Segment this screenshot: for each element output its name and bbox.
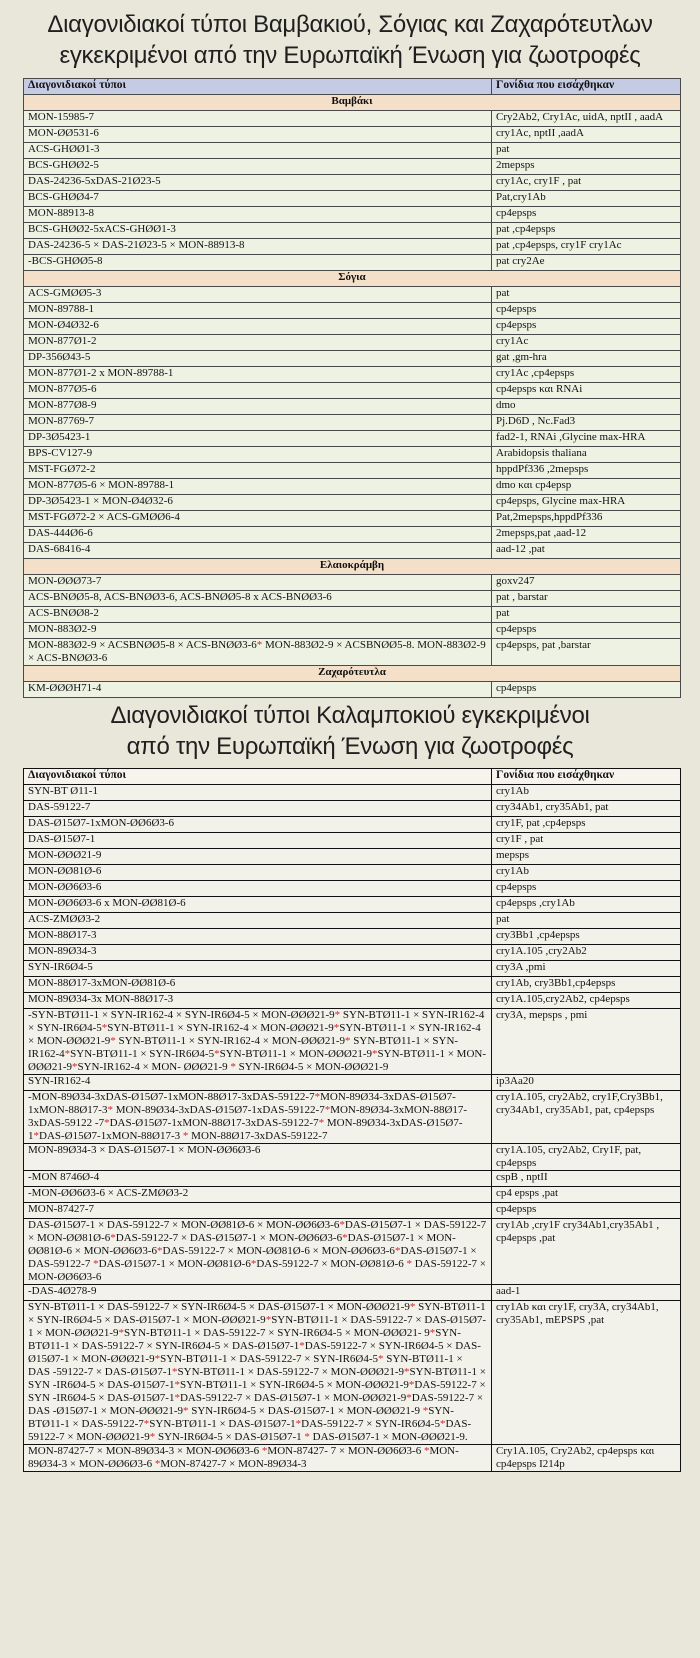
separator-asterisk: * <box>72 1061 78 1073</box>
genes-cell: 2mepsps <box>492 159 681 175</box>
table-row <box>24 591 681 607</box>
table-row <box>24 495 681 511</box>
event-cell: MST-FGØ72-2 <box>24 463 492 479</box>
title-soy-cotton-beet <box>0 0 700 78</box>
event-cell: MON-883Ø2-9 <box>24 623 492 639</box>
event-cell: MON-883Ø2-9 × ACSBNØØ5-8 × ACS-BNØØ3-6* MON-883Ø2-9 × ACSBNØØ5-8. MON-883Ø2-9 × ACS-BNØØ3-6 <box>24 639 492 666</box>
genes-cell: pat cry2Ae <box>492 255 681 271</box>
table-row <box>24 575 681 591</box>
genes-cell: pat , barstar <box>492 591 681 607</box>
separator-asterisk: * <box>183 1405 189 1417</box>
event-cell: BCS-GHØØ2-5 <box>24 159 492 175</box>
event-cell: MON-ØØ81Ø-6 <box>24 865 492 881</box>
table-row <box>24 383 681 399</box>
event-cell: SYN-IR162-4 <box>24 1075 492 1091</box>
event-cell: MON-ØØØ73-7 <box>24 575 492 591</box>
table-row <box>24 351 681 367</box>
event-cell: ACS-GMØØ5-3 <box>24 287 492 303</box>
table-row <box>24 463 681 479</box>
table-row <box>24 207 681 223</box>
separator-asterisk: * <box>314 1091 321 1103</box>
table-row <box>24 287 681 303</box>
genes-cell: cp4epsps <box>492 303 681 319</box>
table-row <box>24 111 681 127</box>
separator-asterisk: * <box>439 1418 446 1430</box>
genes-cell: dmo και cp4epsp <box>492 479 681 495</box>
genes-cell: cry1Ac ,cp4epsps <box>492 367 681 383</box>
genes-cell: Arabidopsis thaliana <box>492 447 681 463</box>
event-cell: ACS-GHØØ1-3 <box>24 143 492 159</box>
table-row <box>24 639 681 666</box>
genes-cell: 2mepsps,pat ,aad-12 <box>492 527 681 543</box>
separator-asterisk: * <box>214 1048 220 1060</box>
separator-asterisk: * <box>250 1258 257 1270</box>
genes-cell: cp4epsps, pat ,barstar <box>492 639 681 666</box>
table-row <box>24 1203 681 1219</box>
genes-cell: cp4epsps και RNAi <box>492 383 681 399</box>
separator-asterisk: * <box>33 1130 39 1142</box>
event-cell: DAS-59122-7 <box>24 801 492 817</box>
genes-cell: cry1Ab και cry1F, cry3A, cry34Ab1, cry35Ab1, mEPSPS ,pat <box>492 1301 681 1445</box>
genes-cell: cry1Ac <box>492 335 681 351</box>
table-header-row <box>24 769 681 785</box>
event-cell: MON-88913-8 <box>24 207 492 223</box>
separator-asterisk: * <box>143 1418 150 1430</box>
table-row <box>24 335 681 351</box>
separator-asterisk: * <box>154 1353 161 1365</box>
separator-asterisk: * <box>118 1327 125 1339</box>
table-body <box>24 785 681 1472</box>
event-cell: MON-89788-1 <box>24 303 492 319</box>
separator-asterisk: * <box>154 1458 161 1470</box>
table-row <box>24 849 681 865</box>
separator-asterisk: * <box>333 1022 340 1034</box>
table-row <box>24 1171 681 1187</box>
table-row <box>24 817 681 833</box>
table-row <box>24 785 681 801</box>
genes-cell: cry1Ab ,cry1F cry34Ab1,cry35Ab1 , cp4epsps ,pat <box>492 1219 681 1285</box>
separator-asterisk: * <box>345 1035 351 1047</box>
separator-asterisk: * <box>422 1405 429 1417</box>
separator-asterisk: * <box>372 1048 378 1060</box>
separator-asterisk: * <box>334 1009 341 1021</box>
genes-cell: cry1A.105, cry2Ab2, Cry1F, pat, cp4epsps <box>492 1144 681 1171</box>
event-cell: -SYN-BTØ11-1 × SYN-IR162-4 × SYN-IR6Ø4-5 × MON-ØØØ21-9* SYN-BTØ11-1 × SYN-IR162-4 × SYN-IR6Ø4-5*SYN-BTØ11-1 × SYN-IR162-4 × MON-ØØØ21-9*SYN-BTØ11-1 × SYN-IR162-4 × MON-ØØØ21-9* SYN-BTØ11-1 × SYN-IR162-4 × MON-ØØØ21-9* SYN-BTØ11-1 × SYN-IR162-4*SYN-BTØ11-1 × SYN-IR6Ø4-5*SYN-BTØ11-1 × MON-ØØØ21-9*SYN-BTØ11-1 × MON-ØØØ21-9*SYN-IR162-4 × MON- ØØØ21-9 * SYN-IR6Ø4-5 × MON-ØØØ21-9 <box>24 1009 492 1075</box>
table-row <box>24 527 681 543</box>
event-cell: MON-ØØ6Ø3-6 x MON-ØØ81Ø-6 <box>24 897 492 913</box>
table-row <box>24 993 681 1009</box>
separator-asterisk: * <box>149 1431 156 1443</box>
genes-cell: cry3A, mepsps , pmi <box>492 1009 681 1075</box>
event-cell: DAS-Ø15Ø7-1xMON-ØØ6Ø3-6 <box>24 817 492 833</box>
event-cell: DP-356Ø43-5 <box>24 351 492 367</box>
genes-cell: pat <box>492 143 681 159</box>
table-row <box>24 623 681 639</box>
genes-cell: cp4 epsps ,pat <box>492 1187 681 1203</box>
separator-asterisk: * <box>304 1431 310 1443</box>
event-cell: MON-877Ø5-6 × MON-89788-1 <box>24 479 492 495</box>
genes-cell: cry1F, pat ,cp4epsps <box>492 817 681 833</box>
separator-asterisk: * <box>339 1219 345 1231</box>
section-row <box>24 666 681 682</box>
table-row <box>24 191 681 207</box>
table-row <box>24 833 681 849</box>
event-cell: MON-877Ø5-6 <box>24 383 492 399</box>
title-line-2: από την Ευρωπαϊκή Ένωση για ζωοτροφές <box>126 733 574 760</box>
genes-cell: cry1A.105 ,cry2Ab2 <box>492 945 681 961</box>
genes-cell: ip3Aa20 <box>492 1075 681 1091</box>
event-cell: MST-FGØ72-2 × ACS-GMØØ6-4 <box>24 511 492 527</box>
table-row <box>24 865 681 881</box>
table-row <box>24 143 681 159</box>
separator-asterisk: * <box>64 1048 71 1060</box>
table-row <box>24 607 681 623</box>
genes-cell: cry1F , pat <box>492 833 681 849</box>
table-row <box>24 1091 681 1144</box>
event-cell: DAS-68416-4 <box>24 543 492 559</box>
table-row <box>24 367 681 383</box>
event-cell: BCS-GHØØ2-5xACS-GHØØ1-3 <box>24 223 492 239</box>
event-cell: SYN-BT Ø11-1 <box>24 785 492 801</box>
event-cell: DAS-24236-5 × DAS-21Ø23-5 × MON-88913-8 <box>24 239 492 255</box>
event-cell: DAS-Ø15Ø7-1 <box>24 833 492 849</box>
event-cell: MON-88Ø17-3xMON-ØØ81Ø-6 <box>24 977 492 993</box>
separator-asterisk: * <box>110 1035 116 1047</box>
event-cell: SYN-IR6Ø4-5 <box>24 961 492 977</box>
genes-cell: dmo <box>492 399 681 415</box>
separator-asterisk: * <box>342 1232 348 1244</box>
separator-asterisk: * <box>406 1258 412 1270</box>
separator-asterisk: * <box>394 1245 401 1257</box>
table-cotton-soy-rape-beet <box>23 78 681 698</box>
separator-asterisk: * <box>423 1445 430 1457</box>
genes-cell: cp4epsps <box>492 881 681 897</box>
event-cell: MON-877Ø8-9 <box>24 399 492 415</box>
event-cell: ACS-BNØØ8-2 <box>24 607 492 623</box>
event-cell: BCS-GHØØ4-7 <box>24 191 492 207</box>
table-row <box>24 881 681 897</box>
separator-asterisk: * <box>324 1104 331 1116</box>
title-maize <box>0 698 700 768</box>
genes-cell: cp4epsps ,cry1Ab <box>492 897 681 913</box>
genes-cell: Pat,2mepsps,hppdPf336 <box>492 511 681 527</box>
genes-cell: fad2-1, RNAi ,Glycine max-HRA <box>492 431 681 447</box>
genes-cell: cry3A ,pmi <box>492 961 681 977</box>
separator-asterisk: * <box>404 1366 410 1378</box>
table-row <box>24 961 681 977</box>
separator-asterisk: * <box>107 1104 113 1116</box>
event-cell: MON-877Ø1-2 x MON-89788-1 <box>24 367 492 383</box>
header-genes: Γονίδια που εισάχθηκαν <box>492 769 681 785</box>
genes-cell: aad-1 <box>492 1285 681 1301</box>
separator-asterisk: * <box>157 1245 163 1257</box>
genes-cell: cry1Ac, cry1F , pat <box>492 175 681 191</box>
separator-asterisk: * <box>104 1117 110 1129</box>
table-row <box>24 175 681 191</box>
section-title: Ζαχαρότευτλα <box>24 666 681 682</box>
table-row <box>24 431 681 447</box>
table-row <box>24 682 681 698</box>
section-row <box>24 95 681 111</box>
genes-cell: aad-12 ,pat <box>492 543 681 559</box>
title-line-1: Διαγονιδιακοί τύποι Καλαμποκιού εγκεκριμένοι <box>110 702 590 729</box>
separator-asterisk: * <box>101 1022 108 1034</box>
table-header-row <box>24 79 681 95</box>
genes-cell: cry1Ab, cry3Bb1,cp4epsps <box>492 977 681 993</box>
genes-cell: mepsps <box>492 849 681 865</box>
separator-asterisk: * <box>261 1445 268 1457</box>
event-cell: -BCS-GHØØ5-8 <box>24 255 492 271</box>
header-genes: Γονίδια που εισάχθηκαν <box>492 79 681 95</box>
event-cell: MON-87427-7 <box>24 1203 492 1219</box>
table-row <box>24 127 681 143</box>
title-line-2: εγκεκριμένοι από την Ευρωπαϊκή Ένωση για ζωοτροφές <box>59 42 641 69</box>
event-cell: ACS-BNØØ5-8, ACS-BNØØ3-6, ACS-BNØØ5-8 x ACS-BNØØ3-6 <box>24 591 492 607</box>
event-cell: MON-877Ø1-2 <box>24 335 492 351</box>
table-row <box>24 511 681 527</box>
section-row <box>24 559 681 575</box>
separator-asterisk: * <box>429 1327 436 1339</box>
event-cell: MON-15985-7 <box>24 111 492 127</box>
genes-cell: cspB , nptII <box>492 1171 681 1187</box>
event-cell: MON-89Ø34-3 × DAS-Ø15Ø7-1 × MON-ØØ6Ø3-6 <box>24 1144 492 1171</box>
genes-cell: Cry1A.105, Cry2Ab2, cp4epsps και cp4epsps I214p <box>492 1445 681 1472</box>
section-title: Βαμβάκι <box>24 95 681 111</box>
table-maize <box>23 768 681 1472</box>
table-body <box>24 95 681 698</box>
table-row <box>24 1301 681 1445</box>
separator-asterisk: * <box>174 1379 180 1391</box>
event-cell: -DAS-4Ø278-9 <box>24 1285 492 1301</box>
section-title: Ελαιοκράμβη <box>24 559 681 575</box>
table-row <box>24 239 681 255</box>
separator-asterisk: * <box>265 1314 272 1326</box>
genes-cell: Pat,cry1Ab <box>492 191 681 207</box>
table-row <box>24 399 681 415</box>
table-row <box>24 415 681 431</box>
event-cell: BPS-CV127-9 <box>24 447 492 463</box>
table-row <box>24 303 681 319</box>
event-cell: MON-87427-7 × MON-89Ø34-3 × MON-ØØ6Ø3-6 *MON-87427- 7 × MON-ØØ6Ø3-6 *MON-89Ø34-3 × MON-ØØ6Ø3-6 *MON-87427-7 × MON-89Ø34-3 <box>24 1445 492 1472</box>
separator-asterisk: * <box>409 1301 416 1313</box>
table-row <box>24 897 681 913</box>
genes-cell: cry3Bb1 ,cp4epsps <box>492 929 681 945</box>
genes-cell: cp4epsps <box>492 623 681 639</box>
table-row <box>24 945 681 961</box>
event-cell: MON-89Ø34-3x MON-88Ø17-3 <box>24 993 492 1009</box>
event-cell: MON-88Ø17-3 <box>24 929 492 945</box>
table-row <box>24 1075 681 1091</box>
genes-cell: cp4epsps, Glycine max-HRA <box>492 495 681 511</box>
separator-asterisk: * <box>174 1392 180 1404</box>
event-cell: KM-ØØØH71-4 <box>24 682 492 698</box>
table-row <box>24 159 681 175</box>
table-row <box>24 801 681 817</box>
event-cell: MON-87769-7 <box>24 415 492 431</box>
genes-cell: cry1Ab <box>492 865 681 881</box>
genes-cell: pat ,cp4epsps, cry1F cry1Ac <box>492 239 681 255</box>
event-cell: MON-ØØØ21-9 <box>24 849 492 865</box>
genes-cell: pat <box>492 913 681 929</box>
separator-asterisk: * <box>299 1340 305 1352</box>
genes-cell: Pj.D6D , Nc.Fad3 <box>492 415 681 431</box>
genes-cell: cry1Ac, nptII ,aadA <box>492 127 681 143</box>
genes-cell: pat ,cp4epsps <box>492 223 681 239</box>
separator-asterisk: * <box>110 1232 116 1244</box>
separator-asterisk: * <box>318 1117 325 1129</box>
table-row <box>24 913 681 929</box>
section-title: Σόγια <box>24 271 681 287</box>
title-line-1: Διαγονιδιακοί τύποι Βαμβακιού, Σόγιας και Ζαχαρότευτλων <box>47 11 653 38</box>
event-cell: DP-3Ø5423-1 <box>24 431 492 447</box>
separator-asterisk: * <box>256 639 263 651</box>
genes-cell: cry1A.105, cry2Ab2, cry1F,Cry3Bb1, cry34Ab1, cry35Ab1, pat, cp4epsps <box>492 1091 681 1144</box>
event-cell: MON-ØØ531-6 <box>24 127 492 143</box>
event-cell: MON-ØØ6Ø3-6 <box>24 881 492 897</box>
event-cell: DAS-24236-5xDAS-21Ø23-5 <box>24 175 492 191</box>
genes-cell: cry1Ab <box>492 785 681 801</box>
event-cell: -MON-ØØ6Ø3-6 × ACS-ZMØØ3-2 <box>24 1187 492 1203</box>
separator-asterisk: * <box>230 1061 236 1073</box>
genes-cell: Cry2Ab2, Cry1Ac, uidA, nptII , aadA <box>492 111 681 127</box>
genes-cell: pat <box>492 607 681 623</box>
table-row <box>24 977 681 993</box>
separator-asterisk: * <box>93 1258 99 1270</box>
separator-asterisk: * <box>172 1366 178 1378</box>
event-cell: DAS-Ø15Ø7-1 × DAS-59122-7 × MON-ØØ81Ø-6 × MON-ØØ6Ø3-6*DAS-Ø15Ø7-1 × DAS-59122-7 × MON-ØØ81Ø-6*DAS-59122-7 × DAS-Ø15Ø7-1 × MON-ØØ6Ø3-6*DAS-Ø15Ø7-1 × MON-ØØ81Ø-6 × MON-ØØ6Ø3-6*DAS-59122-7 × MON-ØØ81Ø-6 × MON-ØØ6Ø3-6*DAS-Ø15Ø7-1 × DAS-59122-7 *DAS-Ø15Ø7-1 × MON-ØØ81Ø-6*DAS-59122-7 × MON-ØØ81Ø-6 * DAS-59122-7 × MON-ØØ6Ø3-6 <box>24 1219 492 1285</box>
genes-cell: gat ,gm-hra <box>492 351 681 367</box>
separator-asterisk: * <box>378 1353 384 1365</box>
event-cell: ACS-ZMØØ3-2 <box>24 913 492 929</box>
table-row <box>24 447 681 463</box>
event-cell: DAS-444Ø6-6 <box>24 527 492 543</box>
section-row <box>24 271 681 287</box>
table-row <box>24 543 681 559</box>
genes-cell: cp4epsps <box>492 1203 681 1219</box>
genes-cell: goxv247 <box>492 575 681 591</box>
table-row <box>24 929 681 945</box>
genes-cell: cp4epsps <box>492 207 681 223</box>
event-cell: -MON 8746Ø-4 <box>24 1171 492 1187</box>
genes-cell: cry1A.105,cry2Ab2, cp4epsps <box>492 993 681 1009</box>
separator-asterisk: * <box>406 1392 412 1404</box>
header-types: Διαγονιδιακοί τύποι <box>24 769 492 785</box>
genes-cell: hppdPf336 ,2mepsps <box>492 463 681 479</box>
separator-asterisk: * <box>408 1379 415 1391</box>
table-row <box>24 1285 681 1301</box>
genes-cell: cry34Ab1, cry35Ab1, pat <box>492 801 681 817</box>
table-row <box>24 255 681 271</box>
separator-asterisk: * <box>182 1130 189 1142</box>
event-cell: -MON-89Ø34-3xDAS-Ø15Ø7-1xMON-88Ø17-3xDAS-59122-7*MON-89Ø34-3xDAS-Ø15Ø7-1xMON-88Ø17-3* MON-89Ø34-3xDAS-Ø15Ø7-1xDAS-59122-7*MON-89Ø34-3xMON-88Ø17-3xDAS-59122 -7*DAS-Ø15Ø7-1xMON-88Ø17-3xDAS-59122-7* MON-89Ø34-3xDAS-Ø15Ø7-1*DAS-Ø15Ø7-1xMON-88Ø17-3 * MON-88Ø17-3xDAS-59122-7 <box>24 1091 492 1144</box>
table-row <box>24 223 681 239</box>
header-types: Διαγονιδιακοί τύποι <box>24 79 492 95</box>
genes-cell: cp4epsps <box>492 682 681 698</box>
genes-cell: cp4epsps <box>492 319 681 335</box>
table-row <box>24 319 681 335</box>
event-cell: MON-89Ø34-3 <box>24 945 492 961</box>
event-cell: SYN-BTØ11-1 × DAS-59122-7 × SYN-IR6Ø4-5 × DAS-Ø15Ø7-1 × MON-ØØØ21-9* SYN-BTØ11-1 × SYN-IR6Ø4-5 × DAS-Ø15Ø7-1 × MON-ØØØ21-9*SYN-BTØ11-1 × DAS-59122-7 × DAS-Ø15Ø7-1 × MON-ØØØ21-9*SYN-BTØ11-1 × DAS-59122-7 × SYN-IR6Ø4-5 × MON-ØØØ21- 9*SYN-BTØ11-1 × DAS-59122-7 × SYN-IR6Ø4-5 × DAS-Ø15Ø7-1*DAS-59122-7 × SYN-IR6Ø4-5 × DAS-Ø15Ø7-1 × MON-ØØØ21-9*SYN-BTØ11-1 × DAS-59122-7 × SYN-IR6Ø4-5* SYN-BTØ11-1 × DAS -59122-7 × DAS-Ø15Ø7-1*SYN-BTØ11-1 × DAS-59122-7 × MON-ØØØ21-9*SYN-BTØ11-1 × SYN -IR6Ø4-5 × DAS-Ø15Ø7-1*SYN-BTØ11-1 × SYN-IR6Ø4-5 × MON-ØØØ21-9*DAS-59122-7 × SYN -IR6Ø4-5 × DAS-Ø15Ø7-1*DAS-59122-7 × DAS-Ø15Ø7-1 × MON-ØØØ21-9*DAS-59122-7 × DAS -Ø15Ø7-1 × MON-ØØØ21-9* SYN-IR6Ø4-5 × DAS-Ø15Ø7-1 × MON-ØØØ21-9 *SYN-BTØ11-1 × DAS-59122-7*SYN-BTØ11-1 × DAS-Ø15Ø7-1*DAS-59122-7 × SYN-IR6Ø4-5*DAS-59122-7 × MON-ØØØ21-9* SYN-IR6Ø4-5 × DAS-Ø15Ø7-1 * DAS-Ø15Ø7-1 × MON-ØØØ21-9. <box>24 1301 492 1445</box>
table-row <box>24 1144 681 1171</box>
table-row <box>24 1219 681 1285</box>
genes-cell: pat <box>492 287 681 303</box>
table-row <box>24 1445 681 1472</box>
table-row <box>24 479 681 495</box>
event-cell: DP-3Ø5423-1 × MON-Ø4Ø32-6 <box>24 495 492 511</box>
separator-asterisk: * <box>295 1418 302 1430</box>
table-row <box>24 1187 681 1203</box>
event-cell: MON-Ø4Ø32-6 <box>24 319 492 335</box>
table-row <box>24 1009 681 1075</box>
